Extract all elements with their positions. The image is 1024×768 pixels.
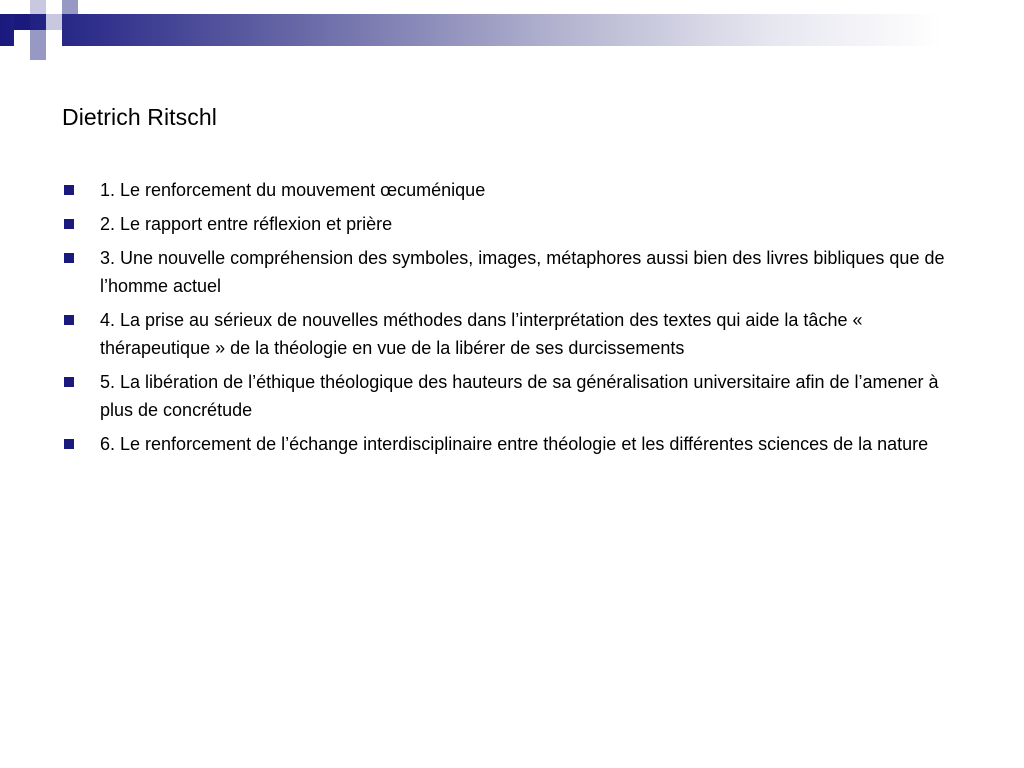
square-bullet-icon (64, 439, 74, 449)
list-item-text: 6. Le renforcement de l’échange interdisciplinaire entre théologie et les différentes sciences de la nature (100, 434, 929, 454)
list-item-text: 5. La libération de l’éthique théologique des hauteurs de sa généralisation universitaire afin de l’amener à plus de concrétude (100, 372, 939, 420)
decor-square-mid (62, 0, 78, 14)
list-item (62, 306, 962, 362)
decor-square-dark (14, 14, 30, 30)
list-item-text: 4. La prise au sérieux de nouvelles méthodes dans l’interprétation des textes qui aide la tâche « thérapeutique » de la théologie en vue de la libérer de ses durcissements (100, 310, 863, 358)
bullet-list (62, 176, 962, 464)
decor-square-mid (30, 46, 46, 60)
decor-square-mid (30, 30, 46, 46)
list-item (62, 176, 962, 204)
list-item (62, 244, 962, 300)
decor-square-light (30, 0, 46, 14)
decor-square-light (46, 14, 62, 30)
list-item (62, 210, 962, 238)
decor-square-white (14, 30, 30, 46)
list-item (62, 430, 962, 458)
square-bullet-icon (64, 377, 74, 387)
square-bullet-icon (64, 253, 74, 263)
slide-title: Dietrich Ritschl (62, 104, 217, 130)
square-bullet-icon (64, 185, 74, 195)
list-item-text: 2. Le rapport entre réflexion et prière (100, 214, 393, 234)
list-item-text: 1. Le renforcement du mouvement œcuménique (100, 180, 486, 200)
list-item (62, 368, 962, 424)
decor-square-white (46, 30, 62, 46)
header-gradient-band (0, 14, 1024, 46)
square-bullet-icon (64, 219, 74, 229)
list-item-text: 3. Une nouvelle compréhension des symboles, images, métaphores aussi bien des livres bibliques que de l’homme actuel (100, 248, 945, 296)
square-bullet-icon (64, 315, 74, 325)
